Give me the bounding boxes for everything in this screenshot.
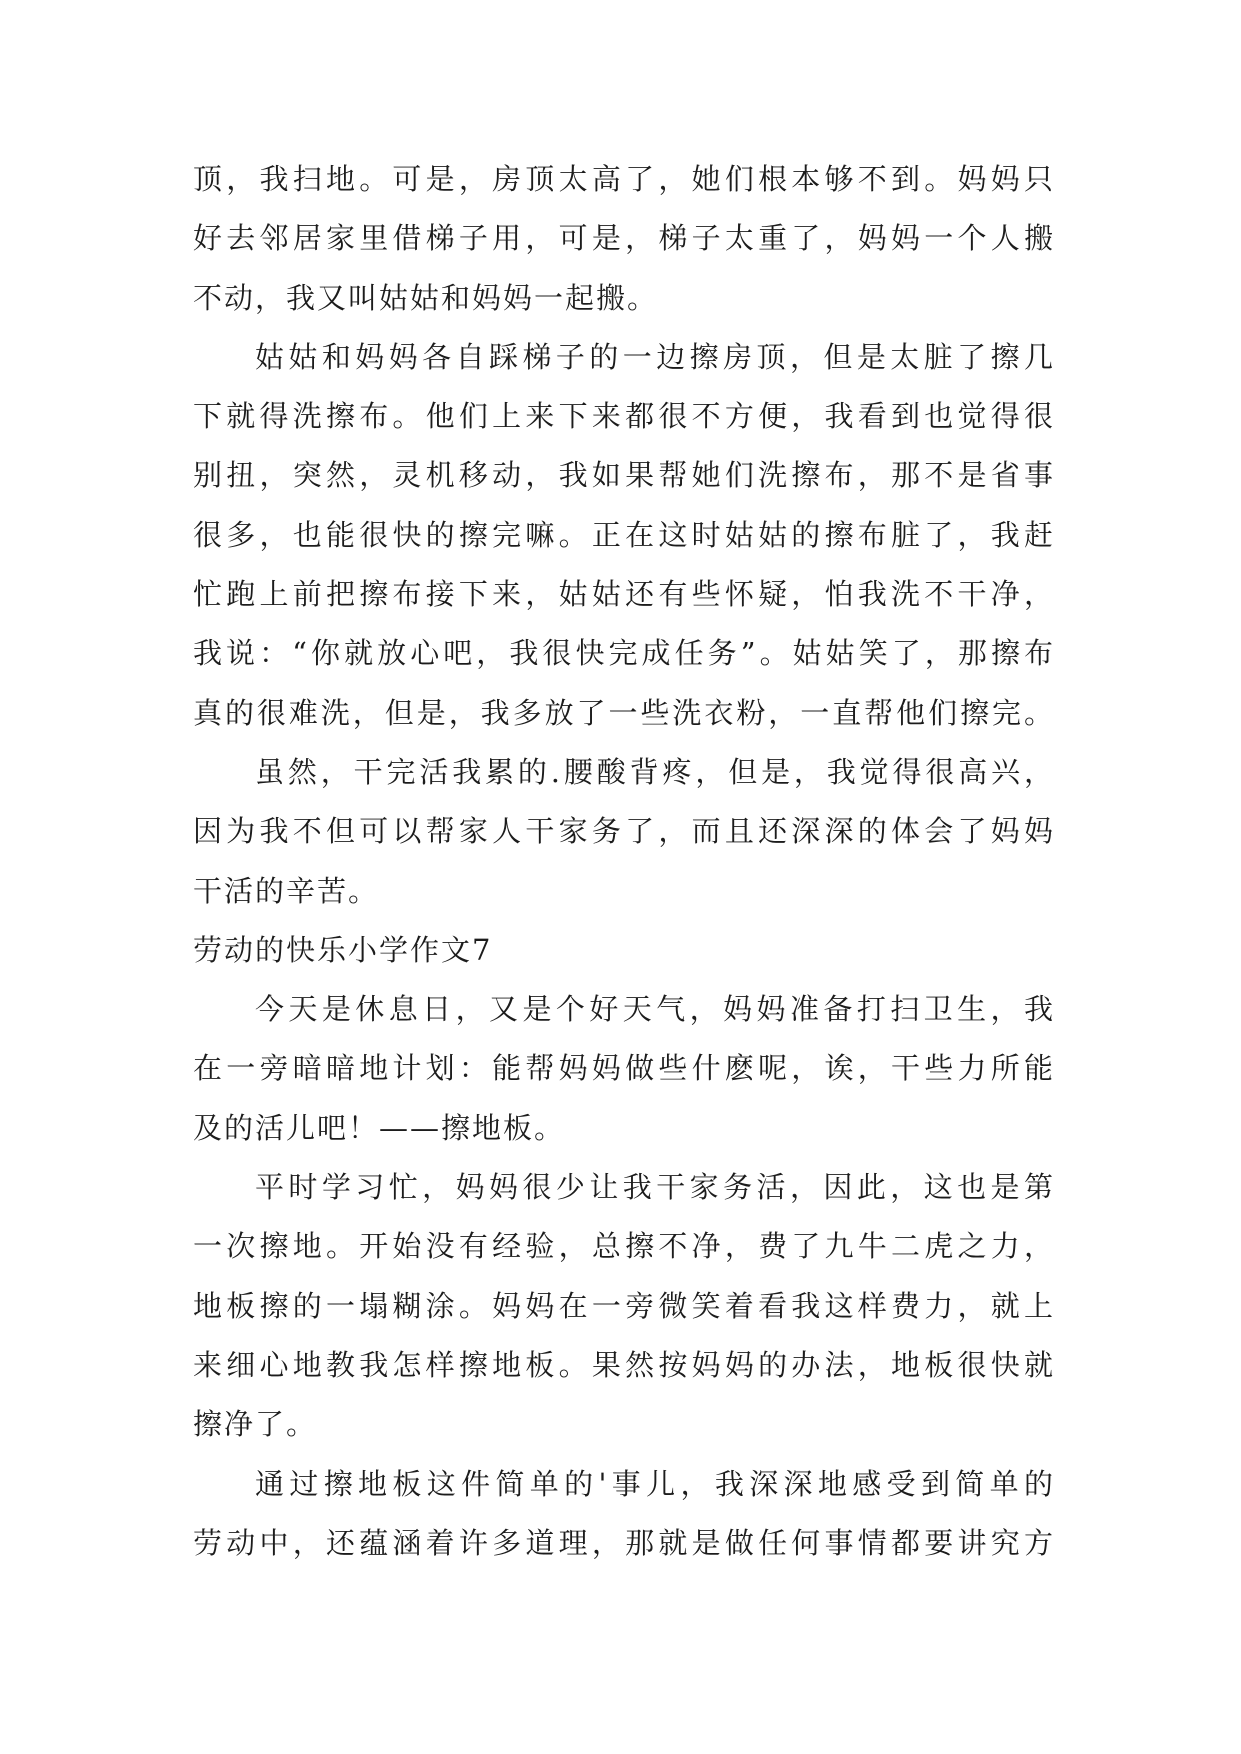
text-line: 别扭，突然，灵机移动，我如果帮她们洗擦布，那不是省事 <box>193 458 1055 493</box>
paragraph <box>193 1158 1055 1454</box>
text-line: 干活的辛苦。 <box>193 873 380 908</box>
text-line: 及的活儿吧！——擦地板。 <box>193 1110 566 1145</box>
essay-title: 劳动的快乐小学作文7 <box>193 932 493 967</box>
text-line: 地板擦的一塌糊涂。妈妈在一旁微笑着看我这样费力，就上 <box>193 1288 1055 1323</box>
paragraph <box>193 150 1055 328</box>
text-line: 在一旁暗暗地计划：能帮妈妈做些什麽呢，诶，干些力所能 <box>193 1051 1055 1086</box>
paragraph <box>193 328 1055 743</box>
document-body <box>193 150 1055 1573</box>
text-line: 来细心地教我怎样擦地板。果然按妈妈的办法，地板很快就 <box>193 1347 1055 1382</box>
paragraph <box>193 980 1055 1158</box>
text-line: 一次擦地。开始没有经验，总擦不净，费了九牛二虎之力， <box>193 1229 1055 1264</box>
text-line: 因为我不但可以帮家人干家务了，而且还深深的体会了妈妈 <box>193 814 1055 849</box>
text-line: 不动，我又叫姑姑和妈妈一起搬。 <box>193 280 659 315</box>
text-line: 好去邻居家里借梯子用，可是，梯子太重了，妈妈一个人搬 <box>193 221 1055 256</box>
text-line: 今天是休息日，又是个好天气，妈妈准备打扫卫生，我 <box>255 992 1055 1027</box>
text-line: 虽然，干完活我累的.腰酸背疼，但是，我觉得很高兴， <box>255 754 1055 789</box>
text-line: 很多，也能很快的擦完嘛。正在这时姑姑的擦布脏了，我赶 <box>193 517 1055 552</box>
paragraph <box>193 1455 1055 1574</box>
text-line: 下就得洗擦布。他们上来下来都很不方便，我看到也觉得很 <box>193 399 1055 434</box>
text-line: 我说：“你就放心吧，我很快完成任务”。姑姑笑了，那擦布 <box>193 636 1055 671</box>
paragraph <box>193 743 1055 921</box>
text-line: 真的很难洗，但是，我多放了一些洗衣粉，一直帮他们擦完。 <box>193 695 1055 730</box>
essay-title-block <box>193 921 1055 980</box>
text-line: 劳动中，还蕴涵着许多道理，那就是做任何事情都要讲究方 <box>193 1525 1055 1560</box>
text-line: 平时学习忙，妈妈很少让我干家务活，因此，这也是第 <box>255 1170 1055 1205</box>
text-line: 姑姑和妈妈各自踩梯子的一边擦房顶，但是太脏了擦几 <box>255 339 1055 374</box>
text-line: 忙跑上前把擦布接下来，姑姑还有些怀疑，怕我洗不干净， <box>193 577 1055 612</box>
text-line: 顶，我扫地。可是，房顶太高了，她们根本够不到。妈妈只 <box>193 162 1055 196</box>
text-line: 擦净了。 <box>193 1407 318 1442</box>
text-line: 通过擦地板这件简单的'事儿，我深深地感受到简单的 <box>255 1466 1055 1501</box>
